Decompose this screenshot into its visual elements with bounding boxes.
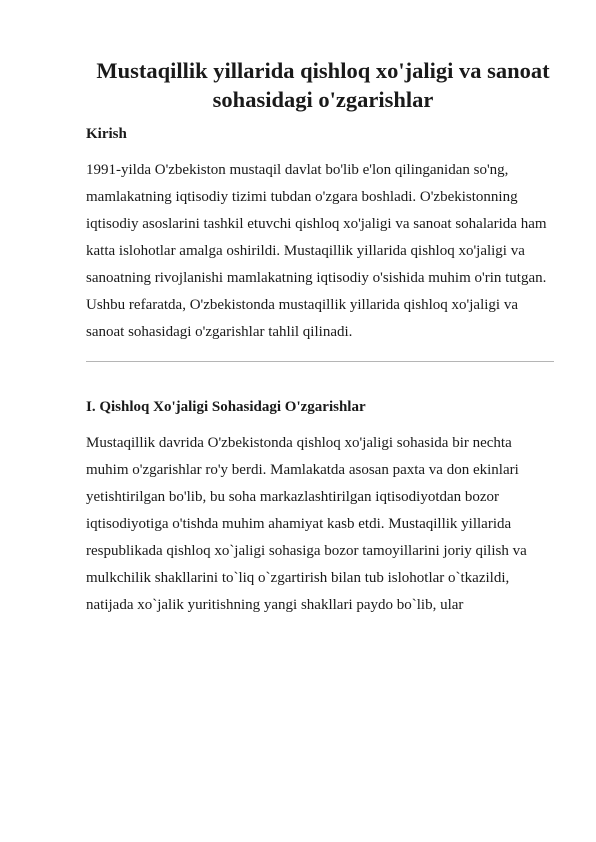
document-page: [86, 56, 554, 619]
section-1-heading: I. Qishloq Xo'jaligi Sohasidagi O'zgarishlar: [86, 399, 366, 415]
section-1-paragraph: Mustaqillik davrida O'zbekistonda qishloq xo'jaligi sohasida bir nechta muhim o'zgarishlar ro'y berdi. Mamlakatda asosan paxta va don ekinlari yetishtirilgan bo'lib, bu soha markazlashtirilgan iqtisodiyotdan bozor iqtisodiyotiga o'tishda muhim ahamiyat kasb etdi. Mustaqillik yillarida respublikada qishloq xo`jaligi sohasiga bozor tamoyillarini joriy qilish va mulkchilik shakllarini to`liq o`zgartirish bilan tub islohotlar o`tkazildi, natijada xo`jalik yuritishning yangi shakllari paydo bo`lib, ular: [86, 435, 527, 613]
section-divider: [86, 361, 554, 362]
intro-heading: Kirish: [86, 126, 127, 142]
intro-paragraph: 1991-yilda O'zbekiston mustaqil davlat bo'lib e'lon qilinganidan so'ng, mamlakatning iqtisodiy tizimi tubdan o'zgara boshladi. O'zbekistonning iqtisodiy asoslarini tashkil etuvchi qishloq xo'jaligi va sanoat sohalarida ham katta islohotlar amalga oshirildi. Mustaqillik yillarida qishloq xo'jaligi va sanoatning rivojlanishi mamlakatning iqtisodiy o'sishida muhim o'rin tutgan. Ushbu refaratda, O'zbekistonda mustaqillik yillarida qishloq xo'jaligi va sanoat sohasidagi o'zgarishlar tahlil qilinadi.: [86, 162, 547, 340]
document-title: Mustaqillik yillarida qishloq xo'jaligi va sanoat sohasidagi o'zgarishlar: [96, 58, 550, 112]
